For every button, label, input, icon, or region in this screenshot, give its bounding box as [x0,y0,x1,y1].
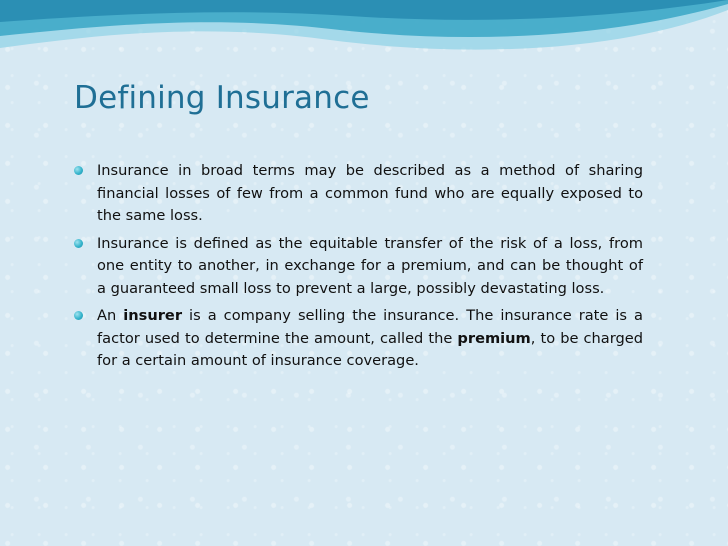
bullet-item [80,160,643,228]
bullet-icon [74,166,83,175]
bullet-icon [74,311,83,320]
header-wave-decoration [0,0,728,70]
bullet-text [97,233,643,301]
bullet-item [80,305,643,373]
bullet-text-segment: Insurance is defined as the equitable transfer of the risk of a loss, from one entity to another, in exchange for a premium, and can be thought of a guaranteed small loss to prevent a large, possibly devastating loss. [97,234,643,297]
bold-term-insurer: insurer [123,307,183,324]
bullet-text-segment: , to be charged for a certain amount of insurance coverage. [97,329,643,369]
bullet-list [80,160,643,378]
bullet-text [97,305,643,373]
bullet-text-segment: is a company selling the insurance. The insurance rate is a factor used to determine the amount, called the [97,307,643,347]
bullet-item [80,233,643,301]
bullet-text-segment: Insurance in broad terms may be described as a method of sharing financial losses of few from a common fund who are equally exposed to the same loss. [97,162,643,224]
bullet-text-segment: An [97,307,124,324]
slide-title: Defining Insurance [74,80,370,116]
bullet-icon [74,239,83,248]
bold-term-premium: premium [457,329,531,347]
bullet-text [97,160,643,228]
